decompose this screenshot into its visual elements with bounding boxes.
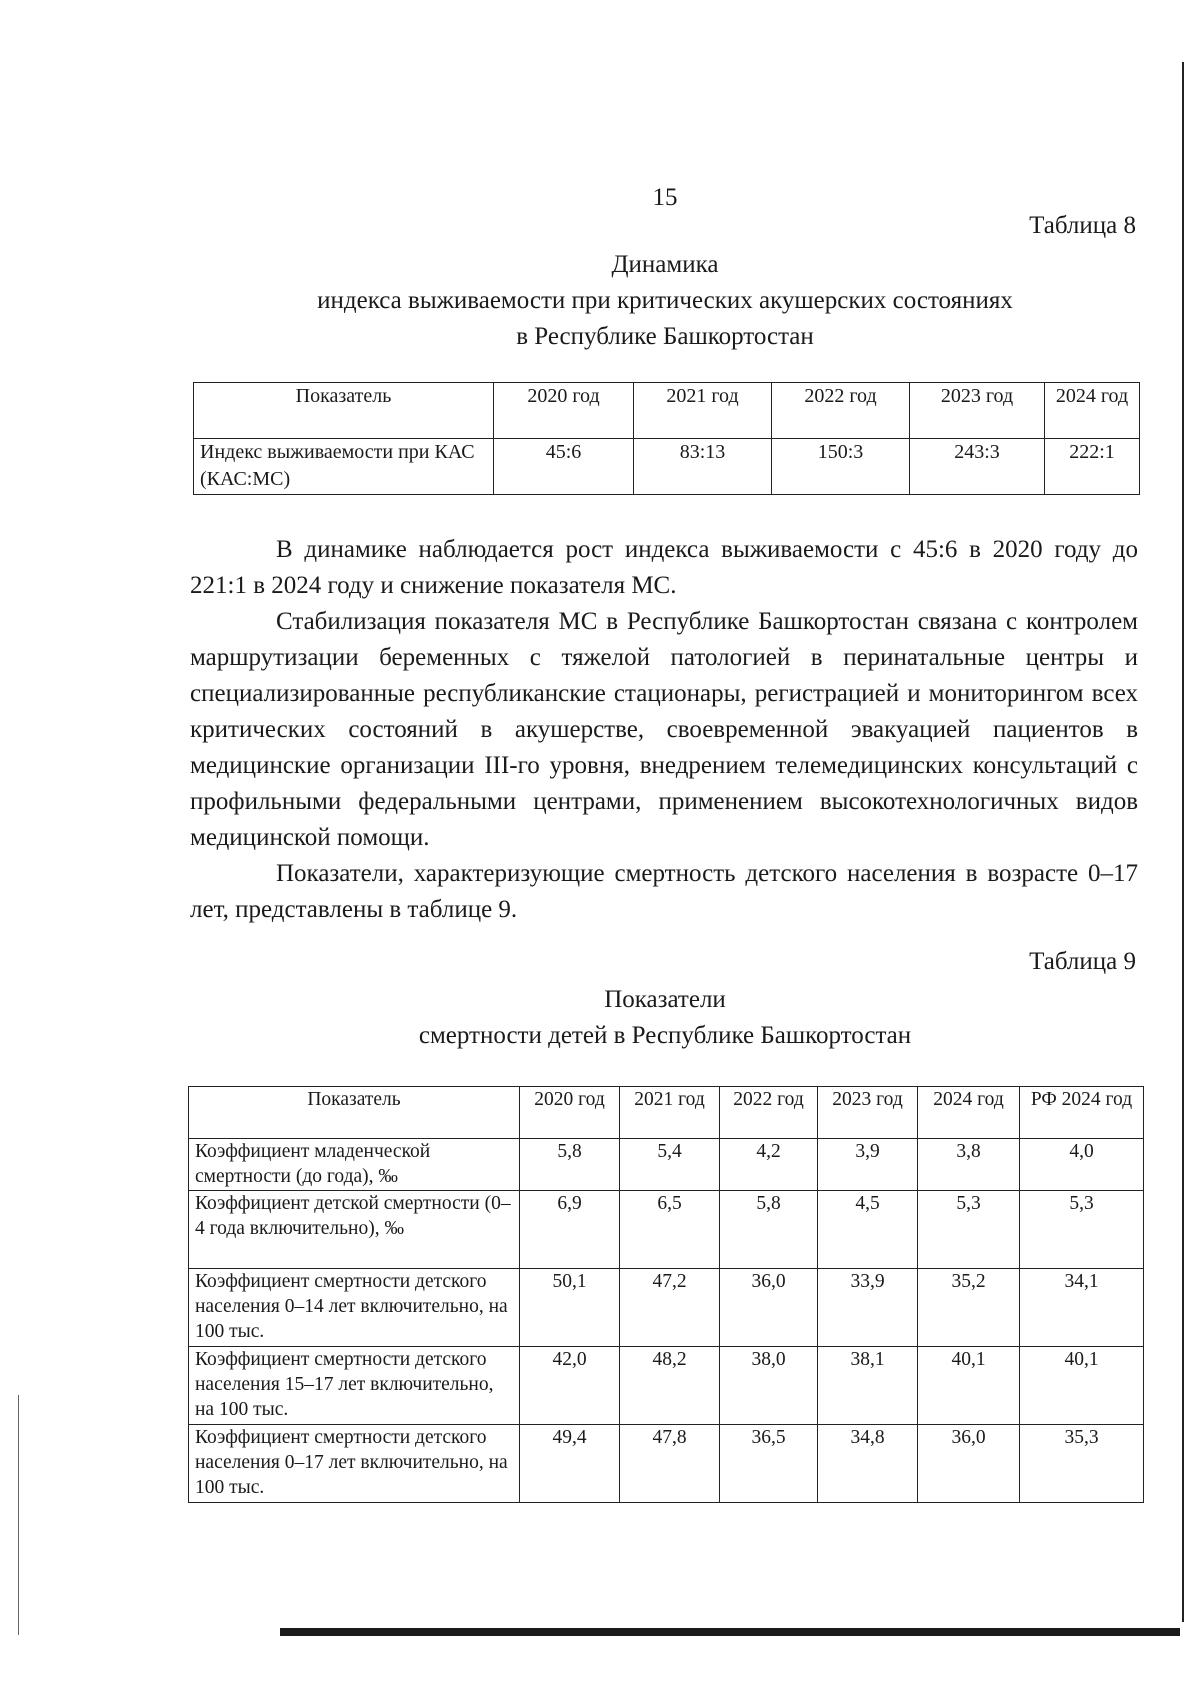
- table9-caption-line: Показатели: [604, 986, 726, 1013]
- table9-cell: 35,3: [1020, 1425, 1144, 1503]
- table8-header-cell: Показатель: [194, 383, 494, 439]
- scan-bar-bottom: [280, 1628, 1180, 1636]
- table9-cell: 34,8: [818, 1425, 918, 1503]
- table9-cell: 36,0: [918, 1425, 1020, 1503]
- paragraph: Показатели, характеризующие смертность детского населения в возрасте 0–17 лет, представлены в таблице 9.: [190, 860, 1138, 923]
- table9-cell: 35,2: [918, 1269, 1020, 1347]
- table9-cell: 6,9: [520, 1191, 620, 1269]
- table9-cell: 48,2: [620, 1347, 720, 1425]
- table9-row-label: Коэффициент младенческой смертности (до года), ‰: [189, 1139, 520, 1191]
- body-text: [190, 532, 1138, 928]
- table8-cell: 150:3: [772, 439, 910, 495]
- table8: [193, 382, 1140, 495]
- table9-cell: 40,1: [1020, 1347, 1144, 1425]
- table9-header-cell: Показатель: [189, 1087, 520, 1139]
- table8-row: [194, 439, 1140, 495]
- table8-label: Таблица 8: [1029, 212, 1136, 239]
- table9-row-label: Коэффициент смертности детского населения 0–14 лет включительно, на 100 тыс.: [189, 1269, 520, 1347]
- table9-cell: 38,1: [818, 1347, 918, 1425]
- table9-cell: 49,4: [520, 1425, 620, 1503]
- table9-cell: 5,3: [1020, 1191, 1144, 1269]
- table9-caption-line: смертности детей в Республике Башкортостан: [418, 1022, 912, 1049]
- table8-header-cell: 2024 год: [1045, 383, 1140, 439]
- table9-cell: 4,2: [720, 1139, 818, 1191]
- table9-header-row: [189, 1087, 1144, 1139]
- table9-row-label: Коэффициент смертности детского населения 0–17 лет включительно, на 100 тыс.: [189, 1425, 520, 1503]
- table9-cell: 38,0: [720, 1347, 818, 1425]
- table8-row-label: Индекс выживаемости при КАС (КАС:МС): [194, 439, 494, 495]
- table9-cell: 4,0: [1020, 1139, 1144, 1191]
- table9-cell: 40,1: [918, 1347, 1020, 1425]
- table9-header-cell: 2024 год: [918, 1087, 1020, 1139]
- table9-caption: [190, 982, 1140, 1054]
- table8-header-cell: 2023 год: [910, 383, 1045, 439]
- paragraph: Стабилизация показателя МС в Республике Башкортостан связана с контролем маршрутизации беременных с тяжелой патологией в перинатальные центры и специализированные республиканские стационары, регистрацией и мониторингом всех критических состояний в акушерстве, своевременной эвакуацией пациентов в медицинские организации III-го уровня, внедрением телемедицинских консультаций с профильными федеральными центрами, применением высокотехнологичных видов медицинской помощи.: [190, 608, 1138, 851]
- table8-header-cell: 2020 год: [494, 383, 634, 439]
- table9-row-label: Коэффициент смертности детского населения 15–17 лет включительно, на 100 тыс.: [189, 1347, 520, 1425]
- table8-cell: 45:6: [494, 439, 634, 495]
- table9-row: [189, 1269, 1144, 1347]
- table9-header-cell: 2023 год: [818, 1087, 918, 1139]
- table9-cell: 3,9: [818, 1139, 918, 1191]
- table8-cell: 243:3: [910, 439, 1045, 495]
- table9-cell: 6,5: [620, 1191, 720, 1269]
- table9-cell: 34,1: [1020, 1269, 1144, 1347]
- table8-caption-line: индекса выживаемости при критических акушерских состояниях: [317, 287, 1013, 314]
- table9-cell: 36,0: [720, 1269, 818, 1347]
- table9-header-cell: РФ 2024 год: [1020, 1087, 1144, 1139]
- table9-cell: 33,9: [818, 1269, 918, 1347]
- table8-header-row: [194, 383, 1140, 439]
- table9-cell: 3,8: [918, 1139, 1020, 1191]
- table8-caption-line: Динамика: [611, 251, 719, 278]
- paragraph: В динамике наблюдается рост индекса выживаемости с 45:6 в 2020 году до 221:1 в 2024 году и снижение показателя МС.: [190, 536, 1138, 599]
- page-number: 15: [652, 184, 678, 211]
- table8-cell: 222:1: [1045, 439, 1140, 495]
- table9-cell: 5,8: [520, 1139, 620, 1191]
- table9-cell: 42,0: [520, 1347, 620, 1425]
- table8-caption-line: в Республике Башкортостан: [516, 323, 814, 350]
- table8-cell: 83:13: [634, 439, 772, 495]
- table9-cell: 4,5: [818, 1191, 918, 1269]
- table9: [188, 1086, 1144, 1503]
- table9-cell: 47,8: [620, 1425, 720, 1503]
- table9-label: Таблица 9: [1029, 948, 1136, 975]
- table9-cell: 5,3: [918, 1191, 1020, 1269]
- scan-edge-left: [18, 1395, 19, 1635]
- table9-header-cell: 2022 год: [720, 1087, 818, 1139]
- table9-cell: 36,5: [720, 1425, 818, 1503]
- table9-row: [189, 1191, 1144, 1269]
- table8-caption: [190, 247, 1140, 355]
- table9-cell: 5,4: [620, 1139, 720, 1191]
- table9-cell: 47,2: [620, 1269, 720, 1347]
- table9-cell: 50,1: [520, 1269, 620, 1347]
- table8-header-cell: 2022 год: [772, 383, 910, 439]
- table9-row: [189, 1139, 1144, 1191]
- table9-header-cell: 2020 год: [520, 1087, 620, 1139]
- table8-header-cell: 2021 год: [634, 383, 772, 439]
- table9-cell: 5,8: [720, 1191, 818, 1269]
- table9-row-label: Коэффициент детской смертности (0–4 года включительно), ‰: [189, 1191, 520, 1269]
- scan-edge-right: [1182, 62, 1184, 1622]
- table9-row: [189, 1425, 1144, 1503]
- table9-header-cell: 2021 год: [620, 1087, 720, 1139]
- table9-row: [189, 1347, 1144, 1425]
